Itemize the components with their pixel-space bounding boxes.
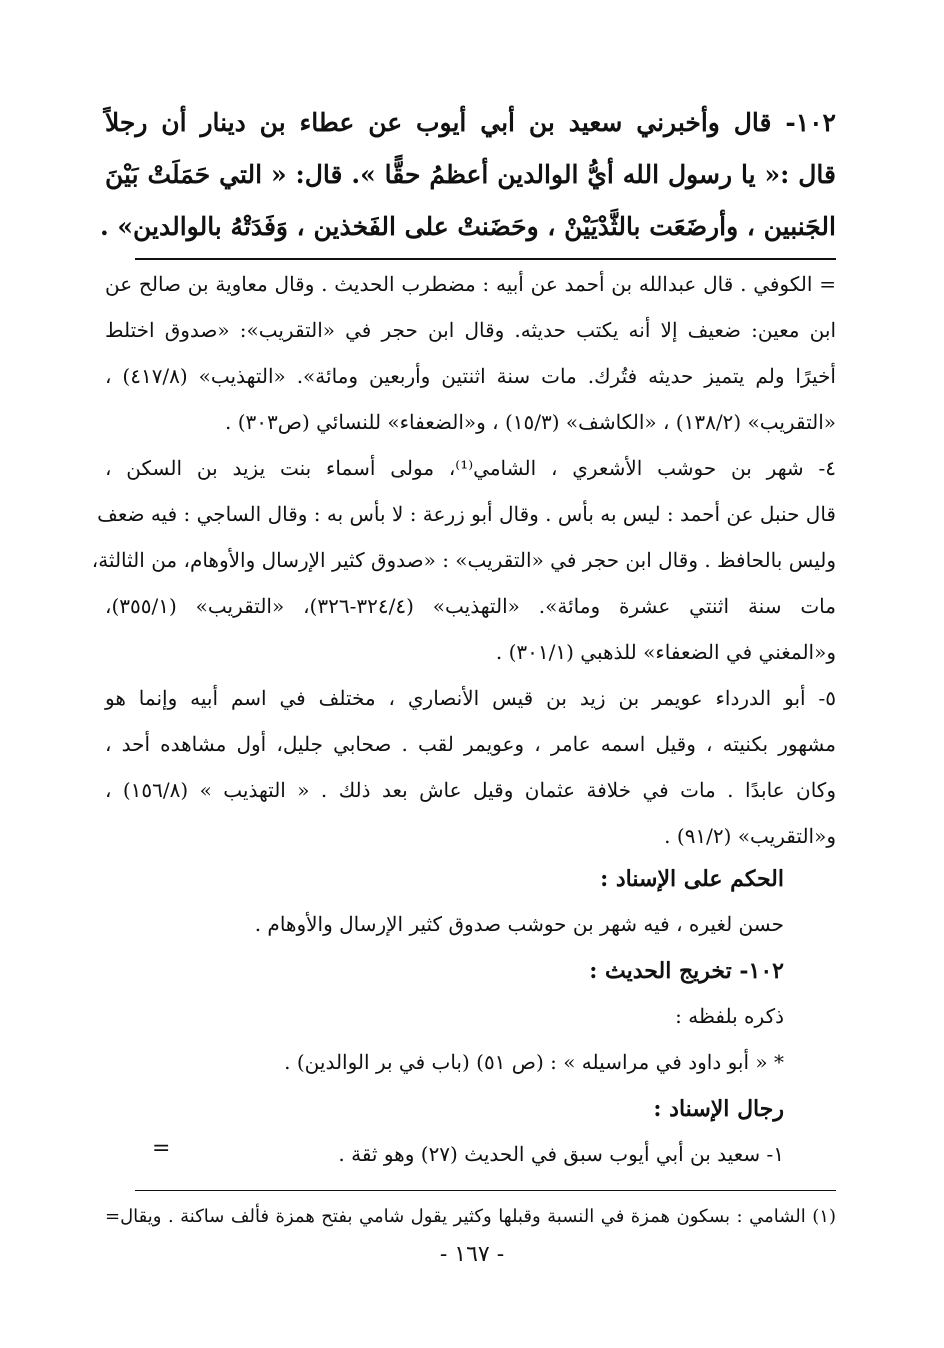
hadith-line-1: ١٠٢- قال وأخبرني سعيد بن أبي أيوب عن عطاء بن دينار أن رجلاً [105, 108, 836, 137]
hadith-line-2: قال :« يا رسول الله أيُّ الوالدين أعظمُ حقًّا ». قال: « التي حَمَلَتْ بَيْنَ [105, 160, 836, 189]
continuation-mark: = [152, 1136, 171, 1161]
hadith-divider [135, 258, 836, 260]
takhrij-heading: ١٠٢- تخريج الحديث : [589, 958, 784, 984]
footnote-1: (١) الشامي : بسكون همزة في النسبة وقبلها وكثير يقول شامي بفتح همزة فألف ساكنة . ويقال= [105, 1206, 836, 1227]
rijal-heading: رجال الإسناد : [653, 1096, 784, 1122]
note-line-13: و«التقريب» (٩١/٢) . [664, 824, 836, 848]
note-line-5: ٤- شهر بن حوشب الأشعري ، الشامي⁽¹⁾، مولى أسماء بنت يزيد بن السكن ، [105, 456, 836, 480]
note-line-2: ابن معين: ضعيف إلا أنه يكتب حديثه. وقال ابن حجر في «التقريب»: «صدوق اختلط [105, 318, 836, 342]
page-number: - ١٦٧ - [439, 1242, 505, 1267]
note-line-7: وليس بالحافظ . وقال ابن حجر في «التقريب» : «صدوق كثير الإرسال والأوهام، من الثالثة، [91, 548, 836, 572]
note-line-1: = الكوفي . قال عبدالله بن أحمد عن أبيه : مضطرب الحديث . وقال معاوية بن صالح عن [105, 272, 836, 296]
takhrij-intro: ذكره بلفظه : [675, 1004, 784, 1028]
hadith-line-3: الجَنبين ، وأرضَعَت بالثَّدْيَيْنْ ، وحَضَنتْ على الفَخذين ، وَفَدَتْهُ بالوالدين» . [99, 212, 836, 241]
note-line-11: مشهور بكنيته ، وقيل اسمه عامر ، وعويمر لقب . صحابي جليل، أول مشاهده أحد ، [105, 732, 836, 756]
note-line-10: ٥- أبو الدرداء عويمر بن زيد بن قيس الأنصاري ، مختلف في اسم أبيه وإنما هو [105, 686, 836, 710]
footnote-divider [135, 1190, 836, 1191]
note-line-9: و«المغني في الضعفاء» للذهبي (٣٠١/١) . [495, 640, 836, 664]
takhrij-source: * « أبو داود في مراسيله » : (ص ٥١) (باب في بر الوالدين) . [284, 1050, 784, 1074]
note-line-3: أخيرًا ولم يتميز حديثه فتُرك. مات سنة اثنتين وأربعين ومائة». «التهذيب» (٤١٧/٨) ، [105, 364, 836, 388]
note-line-6: قال حنبل عن أحمد : ليس به بأس . وقال أبو زرعة : لا بأس به : وقال الساجي : فيه ضعف [97, 502, 836, 526]
ruling-heading: الحكم على الإسناد : [600, 866, 784, 892]
rijal-item-1: ١- سعيد بن أبي أيوب سبق في الحديث (٢٧) وهو ثقة . [338, 1142, 784, 1166]
note-line-4: «التقريب» (١٣٨/٢) ، «الكاشف» (١٥/٣) ، و«الضعفاء» للنسائي (ص٣٠٣) . [225, 410, 836, 434]
note-line-8: مات سنة اثنتي عشرة ومائة». «التهذيب» (٣٢٤/٤-٣٢٦)، «التقريب» (٣٥٥/١)، [105, 594, 836, 618]
note-line-12: وكان عابدًا . مات في خلافة عثمان وقيل عاش بعد ذلك . « التهذيب » (١٥٦/٨) ، [105, 778, 836, 802]
ruling-text: حسن لغيره ، فيه شهر بن حوشب صدوق كثير الإرسال والأوهام . [254, 912, 784, 936]
